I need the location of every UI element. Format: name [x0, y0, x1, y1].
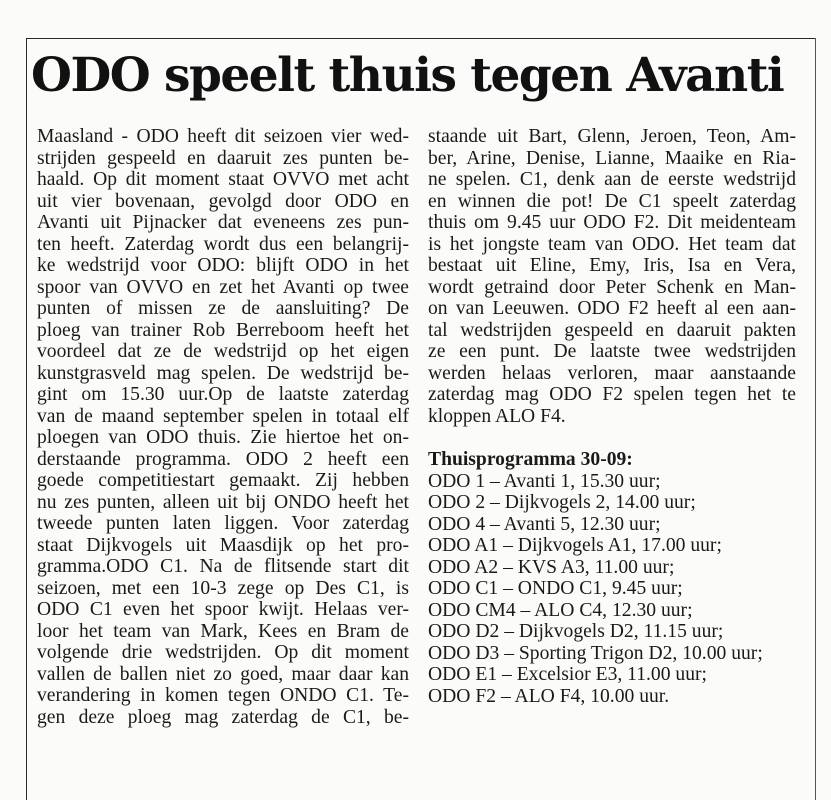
body-line: punten of missen ze de aansluiting? De [37, 298, 409, 319]
body-line: en winnen die pot! De C1 speelt zaterdag [428, 190, 796, 212]
body-line: kunstgrasveld mag spelen. De wedstrijd be- [37, 362, 409, 384]
program-item: ODO A2 – KVS A3, 11.00 uur; [428, 556, 675, 578]
body-line: on van Leeuwen. ODO F2 heeft al een aan- [428, 298, 796, 319]
program-item: ODO C1 – ONDO C1, 9.45 uur; [428, 578, 683, 599]
body-line: goede competitiestart gemaakt. Zij hebben [37, 470, 409, 491]
clipping-right-rule [815, 38, 816, 800]
body-line: ten heeft. Zaterdag wordt dus een belangrij- [37, 233, 409, 255]
program-item: ODO 4 – Avanti 5, 12.30 uur; [428, 513, 661, 535]
body-line: spoor van OVVO en zet het Avanti op twee [37, 276, 409, 298]
body-line: loor het team van Mark, Kees en Bram de [37, 620, 409, 642]
program-item: ODO E1 – Excelsior E3, 11.00 uur; [428, 664, 707, 685]
program-item: ODO CM4 – ALO C4, 12.30 uur; [428, 599, 693, 621]
body-line: haald. Op dit moment staat OVVO met acht [37, 169, 409, 190]
headline: ODO speelt thuis tegen Avanti [31, 48, 784, 103]
program-item: ODO 2 – Dijkvogels 2, 14.00 uur; [428, 492, 696, 513]
body-line: gint om 15.30 uur.Op de laatste zaterdag [37, 384, 409, 405]
body-line: ne spelen. C1, denk aan de eerste wedstrijd [428, 169, 796, 190]
body-line: ber, Arine, Denise, Lianne, Maaike en Ria- [428, 147, 796, 169]
body-line: ke wedstrijd voor ODO: blijft ODO in het [37, 255, 409, 276]
clipping-top-rule [26, 38, 816, 39]
program-item: ODO A1 – Dijkvogels A1, 17.00 uur; [428, 535, 722, 556]
right-column [428, 126, 796, 707]
program-item: ODO F2 – ALO F4, 10.00 uur. [428, 685, 670, 707]
program-item: ODO D2 – Dijkvogels D2, 11.15 uur; [428, 621, 724, 642]
body-line: staande uit Bart, Glenn, Jeroen, Teon, Am- [428, 126, 796, 147]
body-line: wordt getraind door Peter Schenk en Man- [428, 276, 796, 298]
body-line: uit vier bovenaan, gevolgd door ODO en [37, 190, 409, 212]
body-line: zaterdag mag ODO F2 spelen tegen het te [428, 384, 796, 405]
body-line: seizoen, met een 10-3 zege op Des C1, is [37, 577, 409, 599]
body-line: ploeg van trainer Rob Berreboom heeft het [37, 319, 409, 341]
body-line: Avanti uit Pijnacker dat eveneens zes pun- [37, 212, 409, 233]
body-line: tal wedstrijden gespeeld en daaruit pakten [428, 319, 796, 341]
body-line: volgende drie wedstrijden. Op dit moment [37, 642, 409, 663]
body-line: tweede punten laten liggen. Voor zaterdag [37, 513, 409, 534]
program-title: Thuisprogramma 30-09: [428, 449, 633, 470]
body-line: derstaande programma. ODO 2 heeft een [37, 448, 409, 470]
body-line: werden helaas verloren, maar aanstaande [428, 362, 796, 384]
clipping-left-rule [26, 38, 27, 800]
body-line: kloppen ALO F4. [428, 405, 566, 427]
body-line: gramma.ODO C1. Na de flitsende start dit [37, 556, 409, 577]
body-line: verandering in komen tegen ONDO C1. Te- [37, 685, 409, 706]
body-line: thuis om 9.45 uur ODO F2. Dit meidenteam [428, 212, 796, 233]
body-line: staat Dijkvogels uit Maasdijk op het pro- [37, 534, 409, 556]
body-line: ODO C1 even het spoor kwijt. Helaas ver- [37, 599, 409, 620]
body-line: Maasland - ODO heeft dit seizoen vier wed- [37, 126, 409, 147]
paragraph-gap [428, 427, 796, 449]
body-line: nu zes punten, alleen uit bij ONDO heeft het [37, 491, 409, 513]
body-line: van de maand september spelen in totaal elf [37, 405, 409, 427]
body-line: gen deze ploeg mag zaterdag de C1, be- [37, 706, 409, 728]
body-line: bestaat uit Eline, Emy, Iris, Isa en Vera, [428, 255, 796, 276]
body-line: ploegen van ODO thuis. Zie hiertoe het on- [37, 427, 409, 448]
body-line: vallen de ballen niet zo goed, maar daar kan [37, 663, 409, 685]
program-item: ODO D3 – Sporting Trigon D2, 10.00 uur; [428, 642, 763, 664]
body-line: voordeel dat ze de wedstrijd op het eigen [37, 341, 409, 362]
body-line: strijden gespeeld en daaruit zes punten be- [37, 147, 409, 169]
body-line: is het jongste team van ODO. Het team dat [428, 233, 796, 255]
program-item: ODO 1 – Avanti 1, 15.30 uur; [428, 470, 661, 492]
body-line: ze een punt. De laatste twee wedstrijden [428, 341, 796, 362]
left-column [37, 126, 409, 728]
